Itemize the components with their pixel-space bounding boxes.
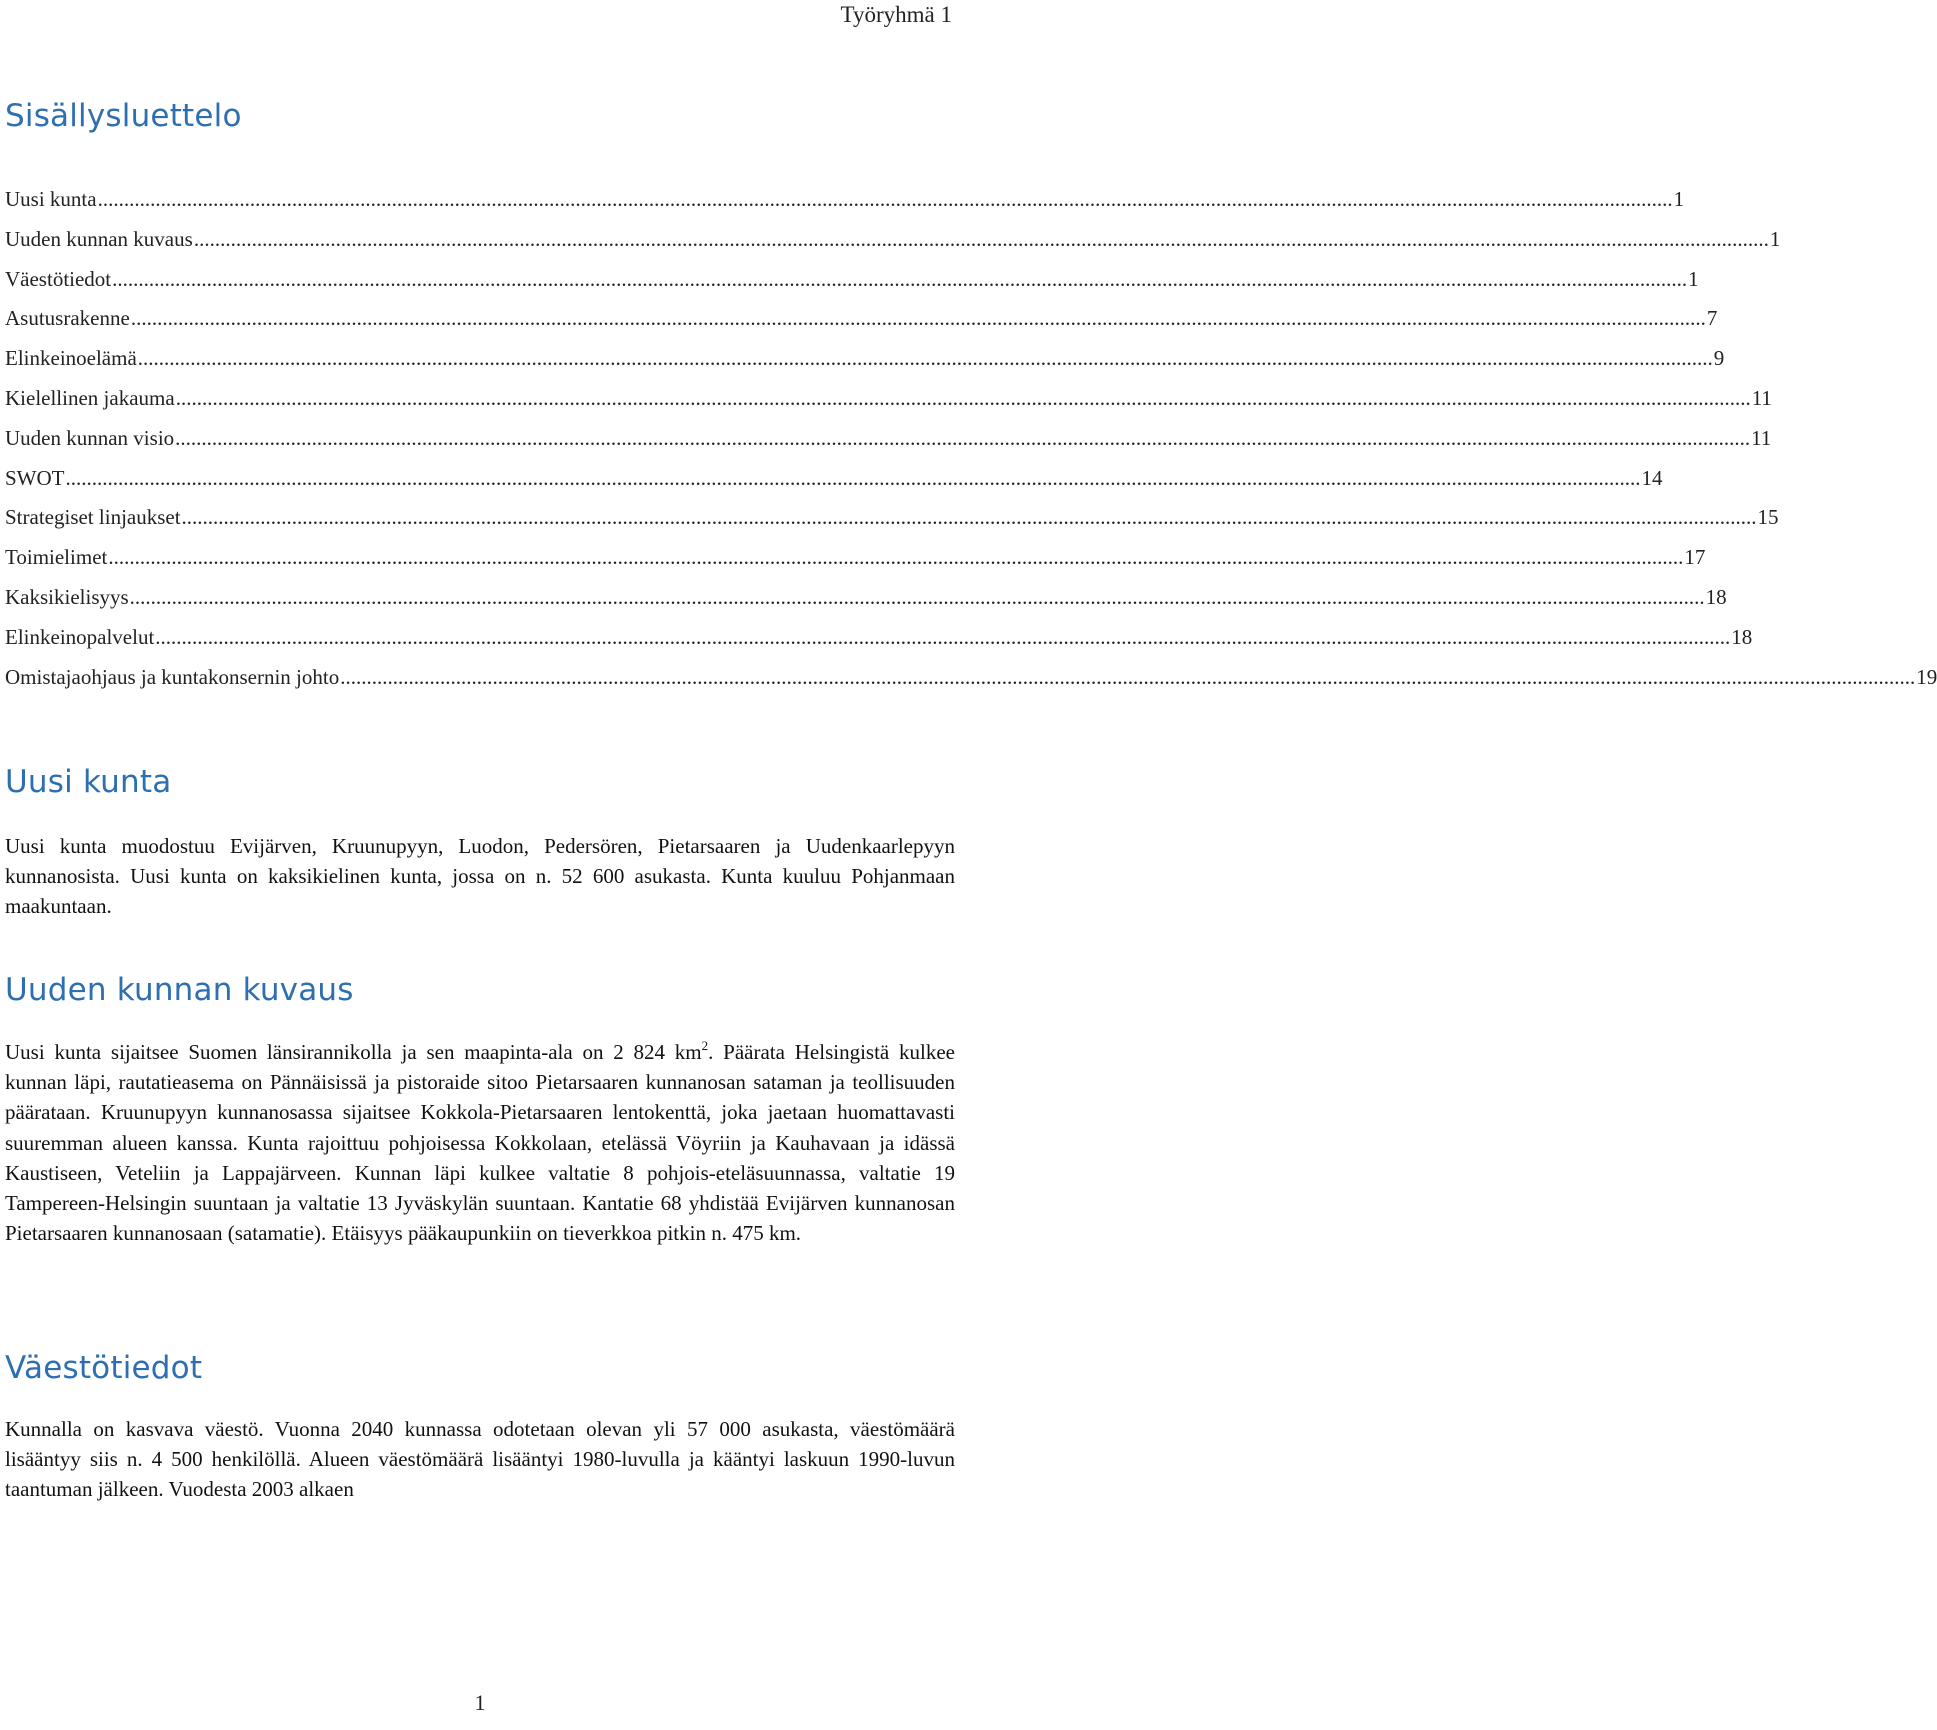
section-heading-uusi-kunta: Uusi kunta: [5, 764, 172, 800]
toc-entry-label: Väestötiedot: [5, 266, 112, 291]
toc-leader-dots: ............................................................................................................................................................................................................................................................................................................: [340, 664, 1916, 689]
toc-leader-dots: ............................................................................................................................................................................................................................................................................................................: [175, 385, 1751, 410]
toc-entry[interactable]: [5, 306, 1718, 346]
toc-leader-dots: ............................................................................................................................................................................................................................................................................................................: [108, 545, 1684, 570]
toc-entry-page: 14: [1641, 465, 1663, 490]
toc-entry[interactable]: [5, 545, 1706, 585]
running-header: Työryhmä 1: [840, 2, 952, 27]
section-heading-vaesto: Väestötiedot: [5, 1350, 203, 1386]
paragraph-kuvaus: [5, 1037, 955, 1248]
toc-entry-label: Omistajaohjaus ja kuntakonsernin johto: [5, 664, 340, 689]
toc-entry-label: SWOT: [5, 465, 65, 490]
toc-entry-page: 15: [1757, 505, 1779, 530]
toc-entry[interactable]: [5, 584, 1727, 625]
toc-leader-dots: ............................................................................................................................................................................................................................................................................................................: [181, 505, 1757, 530]
toc-entry-page: 11: [1751, 385, 1772, 410]
paragraph-vaesto: Kunnalla on kasvava väestö. Vuonna 2040 kunnassa odotetaan olevan yli 57 000 asukasta, väestömäärä lisääntyy siis n. 4 500 henkilöllä. Alueen väestömäärä lisääntyi 1980-luvulla ja kääntyi laskuun 1990-luvun taantuman jälkeen. Vuodesta 2003 alkaen: [5, 1417, 955, 1502]
toc-entry[interactable]: [5, 346, 1725, 386]
toc-entry-page: 18: [1731, 624, 1753, 649]
toc-leader-dots: ............................................................................................................................................................................................................................................................................................................: [175, 425, 1751, 450]
toc-leader-dots: ............................................................................................................................................................................................................................................................................................................: [155, 624, 1731, 649]
toc-entry-label: Uusi kunta: [5, 187, 97, 211]
toc-entry-label: Strategiset linjaukset: [5, 505, 181, 530]
toc-entry-page: 18: [1705, 584, 1727, 609]
toc-entry-label: Elinkeinoelämä: [5, 346, 137, 371]
toc-entry-page: 11: [1751, 425, 1772, 450]
toc-leader-dots: ............................................................................................................................................................................................................................................................................................................: [129, 584, 1705, 609]
toc-leader-dots: ............................................................................................................................................................................................................................................................................................................: [97, 187, 1673, 211]
section-heading-kuvaus: Uuden kunnan kuvaus: [5, 972, 354, 1008]
toc-entry-page: 17: [1684, 545, 1706, 570]
toc-leader-dots: ............................................................................................................................................................................................................................................................................................................: [130, 306, 1706, 331]
page-number: 1: [474, 1690, 486, 1715]
area-superscript: 2: [701, 1038, 709, 1053]
toc-entry-page: 1: [1673, 187, 1685, 211]
toc-entry[interactable]: [5, 266, 1699, 307]
table-of-contents: [5, 187, 1937, 704]
toc-entry[interactable]: [5, 385, 1772, 426]
toc-title: Sisällysluettelo: [5, 98, 242, 134]
toc-entry[interactable]: [5, 187, 1685, 227]
toc-entry-label: Kielellinen jakauma: [5, 385, 175, 410]
toc-entry-page: 1: [1688, 266, 1699, 291]
toc-entry-label: Uuden kunnan kuvaus: [5, 226, 193, 251]
toc-entry-label: Uuden kunnan visio: [5, 425, 175, 450]
toc-entry-label: Elinkeinopalvelut: [5, 624, 155, 649]
toc-entry-page: 1: [1769, 226, 1781, 251]
toc-entry[interactable]: [5, 664, 1937, 705]
toc-entry[interactable]: [5, 425, 1772, 466]
paragraph-kuvaus-part2: . Päärata Helsingistä kulkee kunnan läpi, rautatieasema on Pännäisissä ja pistoraide sitoo Pietarsaaren kunnanosan sataman ja teollisuuden päärataan. Kruunupyyn kunnanosassa sijaitsee Kokkola-Pietarsaaren lentokenttä, joka jaetaan huomattavasti suuremman alueen kanssa. Kunta rajoittuu pohjoisessa Kokkolaan, etelässä Vöyriin ja Kauhavaan ja idässä Kaustiseen, Veteliin ja Lappajärveen. Kunnan läpi kulkee valtatie 8 pohjois-eteläsuunnassa, valtatie 19 Tampereen-Helsingin suuntaan ja valtatie 13 Jyväskylän suuntaan. Kantatie 68 yhdistää Evijärven kunnanosan Pietarsaaren kunnanosaan (satamatie). Etäisyys pääkaupunkiin on tieverkkoa pitkin n. 475 km.: [5, 1040, 955, 1246]
toc-entry[interactable]: [5, 226, 1781, 267]
paragraph-uusi-kunta: Uusi kunta muodostuu Evijärven, Kruunupyyn, Luodon, Pedersören, Pietarsaaren ja Uudenkaarlepyyn kunnanosista. Uusi kunta on kaksikielinen kunta, jossa on n. 52 600 asukasta. Kunta kuuluu Pohjanmaan maakuntaan.: [5, 834, 955, 919]
toc-entry-page: 7: [1706, 306, 1718, 331]
toc-entry-label: Asutusrakenne: [5, 306, 130, 331]
toc-entry-label: Kaksikielisyys: [5, 584, 129, 609]
toc-leader-dots: ............................................................................................................................................................................................................................................................................................................: [65, 465, 1641, 490]
toc-leader-dots: ............................................................................................................................................................................................................................................................................................................: [112, 266, 1688, 291]
toc-entry[interactable]: [5, 465, 1663, 506]
toc-entry[interactable]: [5, 624, 1753, 665]
paragraph-kuvaus-part1: Uusi kunta sijaitsee Suomen länsirannikolla ja sen maapinta-ala on 2 824 km: [5, 1040, 702, 1064]
toc-entry[interactable]: [5, 505, 1779, 545]
toc-leader-dots: ............................................................................................................................................................................................................................................................................................................: [193, 226, 1769, 251]
toc-entry-label: Toimielimet: [5, 545, 108, 570]
toc-leader-dots: ............................................................................................................................................................................................................................................................................................................: [137, 346, 1713, 371]
toc-entry-page: 9: [1713, 346, 1725, 371]
toc-entry-page: 19: [1916, 664, 1937, 689]
